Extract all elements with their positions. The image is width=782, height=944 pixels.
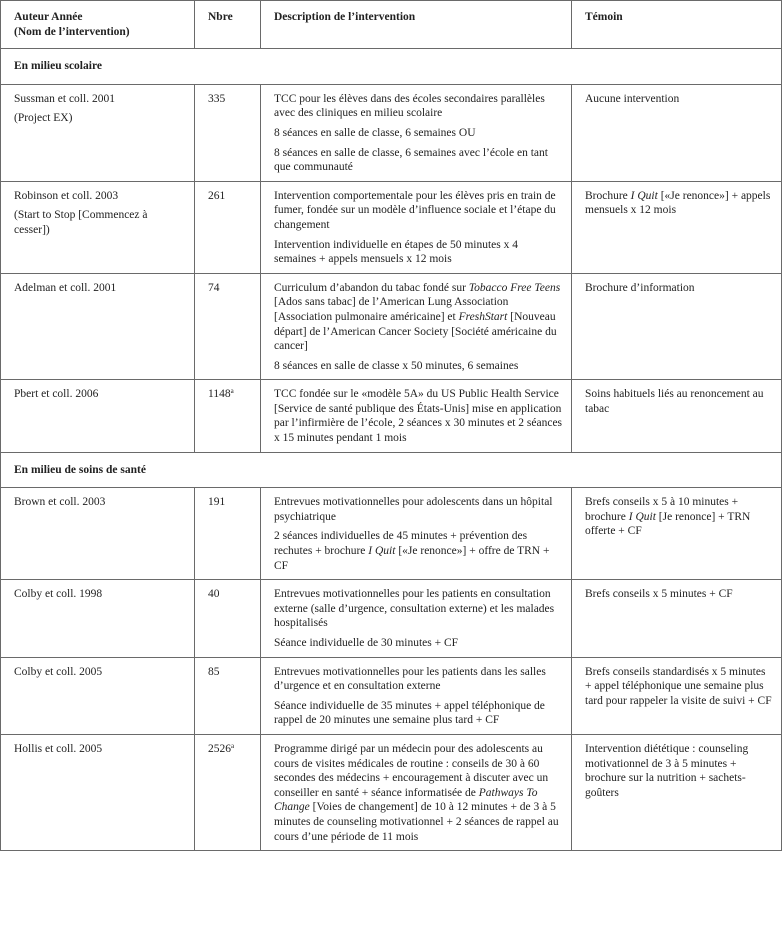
author-cell: Pbert et coll. 2006 [1,380,195,452]
control-cell: Brochure d’information [572,273,782,380]
description-text: 2 séances individuelles de 45 minutes + prévention des rechutes + brochure [274,530,528,558]
control-title: I Quit [630,189,658,202]
header-author [1,1,195,49]
header-description: Description de l’intervention [261,1,572,49]
section-title: En milieu scolaire [1,49,782,85]
description-paragraph: Entrevues motivationnelles pour adolescents dans un hôpital psychiatrique [274,496,553,523]
program-title: I Quit [368,545,396,558]
table-row [1,380,782,452]
control-cell [572,181,782,273]
table-row [1,84,782,181]
control-text: Brochure [585,189,631,202]
table-row [1,734,782,850]
description-text: [«Je renonce»] + offre de TRN + CF [274,545,550,572]
author-name: Robinson et coll. 2003 [14,189,119,202]
count-cell: 335 [195,84,261,181]
table-row [1,273,782,380]
description-paragraph: TCC pour les élèves dans des écoles secondaires parallèles avec des cliniques en milieu scolaire [274,92,545,120]
table-header-row [1,1,782,49]
description-paragraph: Entrevues motivationnelles pour les patients dans les salles d’urgence et en consultation externe [274,665,546,693]
program-title: Pathways To Change [274,786,538,814]
control-cell: Soins habituels liés au renoncement au tabac [572,380,782,452]
description-text: [Ados sans tabac] de l’American Lung Association [Association pulmonaire américaine] et [274,296,509,323]
author-cell: Colby et coll. 1998 [1,580,195,657]
description-paragraph: Intervention comportementale pour les élèves pris en train de fumer, fondée sur un modèle d’influence sociale et l’étape du changement [274,189,556,231]
footnote-marker: a [230,387,234,396]
header-author-line2: (Nom de l’intervention) [14,25,130,38]
description-paragraph: Entrevues motivationnelles pour les patients en consultation externe (salle d’urgence, consultation externe) et les malades hospitalisés [274,588,555,630]
control-text: Brefs conseils x 5 à 10 minutes + brochure [585,496,739,523]
description-cell [261,273,572,380]
author-cell: Colby et coll. 2005 [1,657,195,734]
description-text: [Nouveau départ] de l’American Cancer Society [Société américaine du cancer] [274,310,557,353]
header-author-line1: Auteur Année [14,11,83,23]
description-text: [Voies de changement] de 10 à 12 minutes + de 3 à 5 minutes de counseling motivationnel + 2 séances de rappel au cours d’une période de 11 mois [274,801,559,843]
table-row [1,580,782,657]
count-cell: 261 [195,181,261,273]
description-cell [261,488,572,580]
description-text: Programme dirigé par un médecin pour des adolescents au cours de visites médicales de routine : conseils de 30 à 60 secondes des médecins + encouragement à discuter avec un conseiller en santé + séance informatisée de [274,742,549,799]
control-text: [«Je renonce»] + appels mensuels x 12 mois [585,189,771,217]
description-paragraph [274,281,563,354]
count-cell: 191 [195,488,261,580]
section-title: En milieu de soins de santé [1,452,782,488]
author-cell [1,181,195,273]
header-control: Témoin [572,1,782,49]
author-cell: Brown et coll. 2003 [1,488,195,580]
count-value: 1148 [208,388,231,401]
author-cell [1,84,195,181]
description-cell [261,734,572,850]
control-title: I Quit [628,510,656,523]
footnote-marker: a [231,741,235,750]
control-cell: Brefs conseils standardisés x 5 minutes + appel téléphonique une semaine plus tard pour rappeler la visite de suivi + CF [572,657,782,734]
description-cell [261,181,572,273]
count-cell: 85 [195,657,261,734]
header-count: Nbre [195,1,261,49]
count-cell [195,380,261,452]
control-cell: Brefs conseils x 5 minutes + CF [572,580,782,657]
section-row-health [1,452,782,488]
description-cell [261,580,572,657]
description-paragraph: Intervention individuelle en étapes de 50 minutes x 4 semaines + appels mensuels x 12 mois [274,238,518,266]
program-title: FreshStart [458,310,508,323]
program-title: Tobacco Free Teens [468,281,561,294]
count-cell: 74 [195,273,261,380]
description-paragraph [274,529,563,573]
control-cell [572,488,782,580]
description-cell: TCC fondée sur le «modèle 5A» du US Public Health Service [Service de santé publique des États-Unis] mise en application par l’infirmière de l’école, 2 séances x 30 minutes et 2 séances x 15 minutes pendant 1 mois [261,380,572,452]
table-row [1,657,782,734]
description-paragraph: 8 séances en salle de classe x 50 minutes, 6 semaines [274,359,519,372]
section-row-school [1,49,782,85]
control-cell: Intervention diététique : counseling motivationnel de 3 à 5 minutes + brochure sur la nutrition + sachets-goûters [572,734,782,850]
count-value: 2526 [208,742,231,755]
intervention-name: (Project EX) [14,112,73,125]
author-cell: Hollis et coll. 2005 [1,734,195,850]
count-cell: 40 [195,580,261,657]
description-paragraph: 8 séances en salle de classe, 6 semaines avec l’école en tant que communauté [274,146,548,174]
description-paragraph: Séance individuelle de 30 minutes + CF [274,637,459,649]
description-paragraph: 8 séances en salle de classe, 6 semaines OU [274,126,476,139]
description-text: Curriculum d’abandon du tabac fondé sur [274,281,469,294]
count-cell [195,734,261,850]
table-row [1,488,782,580]
description-cell [261,657,572,734]
author-name: Sussman et coll. 2001 [14,92,115,105]
control-text: [Je renonce] + TRN offerte + CF [585,510,751,538]
table-row [1,181,782,273]
description-cell [261,84,572,181]
intervention-name: (Start to Stop [Commencez à cesser]) [14,209,148,236]
description-paragraph: Séance individuelle de 35 minutes + appel téléphonique de rappel de 20 minutes une semaine plus tard + CF [274,699,545,727]
author-cell: Adelman et coll. 2001 [1,273,195,380]
control-cell: Aucune intervention [572,84,782,181]
